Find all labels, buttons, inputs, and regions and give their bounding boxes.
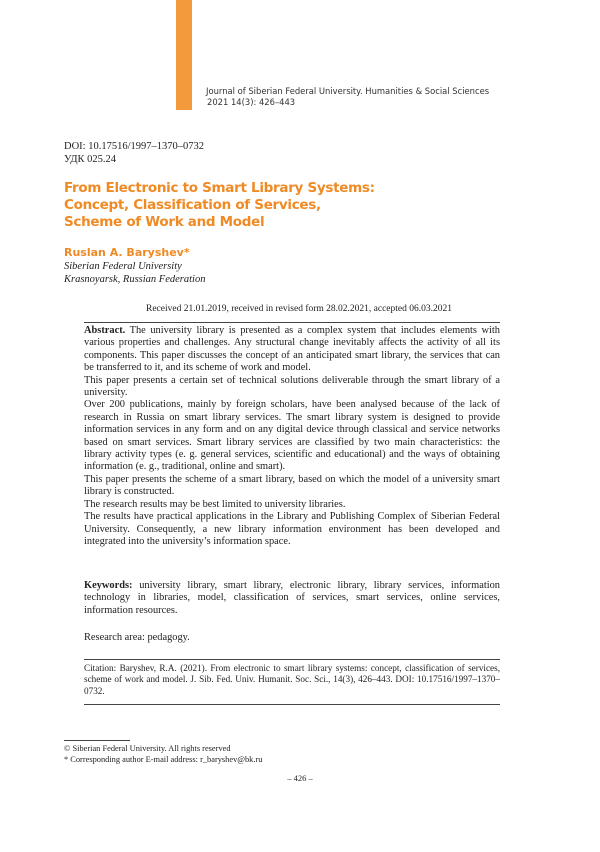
author-affiliation: Siberian Federal University bbox=[64, 261, 182, 272]
journal-name: Journal of Siberian Federal University. Humanities & Social Sciences bbox=[206, 86, 490, 96]
abstract-paragraph bbox=[84, 325, 500, 375]
header-accent-bar bbox=[176, 0, 192, 110]
copyright-note: © Siberian Federal University. All rights reserved bbox=[64, 744, 231, 753]
citation: Citation: Baryshev, R.A. (2021). From electronic to smart library systems: concept, classification of services, scheme of work and model. J. Sib. Fed. Univ. Humanit. Soc. Sci., 14(3), 426–443. DOI: 10.17516/1997–1370–0732. bbox=[84, 663, 500, 696]
abstract-paragraph: The research results may be best limited to university libraries. bbox=[84, 498, 346, 510]
title-line: Concept, Classification of Services, bbox=[64, 197, 321, 213]
udk: УДК 025.24 bbox=[64, 154, 117, 165]
author-name: Ruslan A. Baryshev* bbox=[64, 246, 190, 259]
abstract-label: Abstract. bbox=[84, 325, 126, 336]
abstract bbox=[84, 325, 500, 548]
footnote-rule bbox=[64, 740, 130, 741]
abstract-paragraph: This paper presents the scheme of a smart library, based on which the model of a university smart library is constructed. bbox=[84, 473, 500, 498]
corresponding-author-note: * Corresponding author E-mail address: r_baryshev@bk.ru bbox=[64, 755, 263, 764]
received-dates: Received 21.01.2019, received in revised form 28.02.2021, accepted 06.03.2021 bbox=[145, 304, 453, 314]
journal-issue: 2021 14(3): 426–443 bbox=[207, 97, 296, 107]
abstract-text: The university library is presented as a complex system that includes elements with various properties and challenges. Any structural change inevitably affects the activity of all its components. This paper discusses the concept of an anticipated smart library, the services that can be transferred to it, and its scheme of work and model. bbox=[84, 325, 500, 374]
author-block bbox=[64, 245, 205, 286]
abstract-paragraph: This paper presents a certain set of technical solutions deliverable through the smart library of a university. bbox=[84, 374, 500, 399]
citation-bottom-rule bbox=[84, 704, 500, 705]
paper-title bbox=[64, 180, 534, 231]
keywords-label: Keywords: bbox=[84, 580, 133, 591]
abstract-top-rule bbox=[84, 322, 500, 323]
abstract-paragraph: The results have practical applications in the Library and Publishing Complex of Siberian Federal University. Consequently, a new library information environment has been developed and integrated into the university’s information space. bbox=[84, 511, 500, 547]
research-area: Research area: pedagogy. bbox=[84, 632, 190, 643]
title-line: From Electronic to Smart Library Systems: bbox=[64, 180, 375, 196]
title-line: Scheme of Work and Model bbox=[64, 214, 265, 230]
citation-top-rule bbox=[84, 659, 500, 660]
journal-header bbox=[206, 86, 489, 108]
identifiers bbox=[64, 140, 204, 166]
page-number: – 426 – bbox=[287, 773, 313, 783]
keywords bbox=[84, 580, 500, 617]
footnotes bbox=[64, 743, 262, 765]
doi: DOI: 10.17516/1997–1370–0732 bbox=[64, 141, 204, 152]
abstract-paragraph: Over 200 publications, mainly by foreign scholars, have been analysed because of the lack of research in Russia on smart library services. The smart library system is designed to provide information services in any form and on any digital device through classical and service networks based on smart services. Smart library services are classified by two main characteristics: the library activity types (e. g. general services, scientific and educational) and the ways of obtaining information (e. g., traditional, online and smart). bbox=[84, 399, 500, 473]
author-city: Krasnoyarsk, Russian Federation bbox=[64, 274, 206, 285]
keywords-text: university library, smart library, electronic library, library services, information technology in libraries, model, classification of services, smart services, online services, information resources. bbox=[84, 580, 500, 616]
